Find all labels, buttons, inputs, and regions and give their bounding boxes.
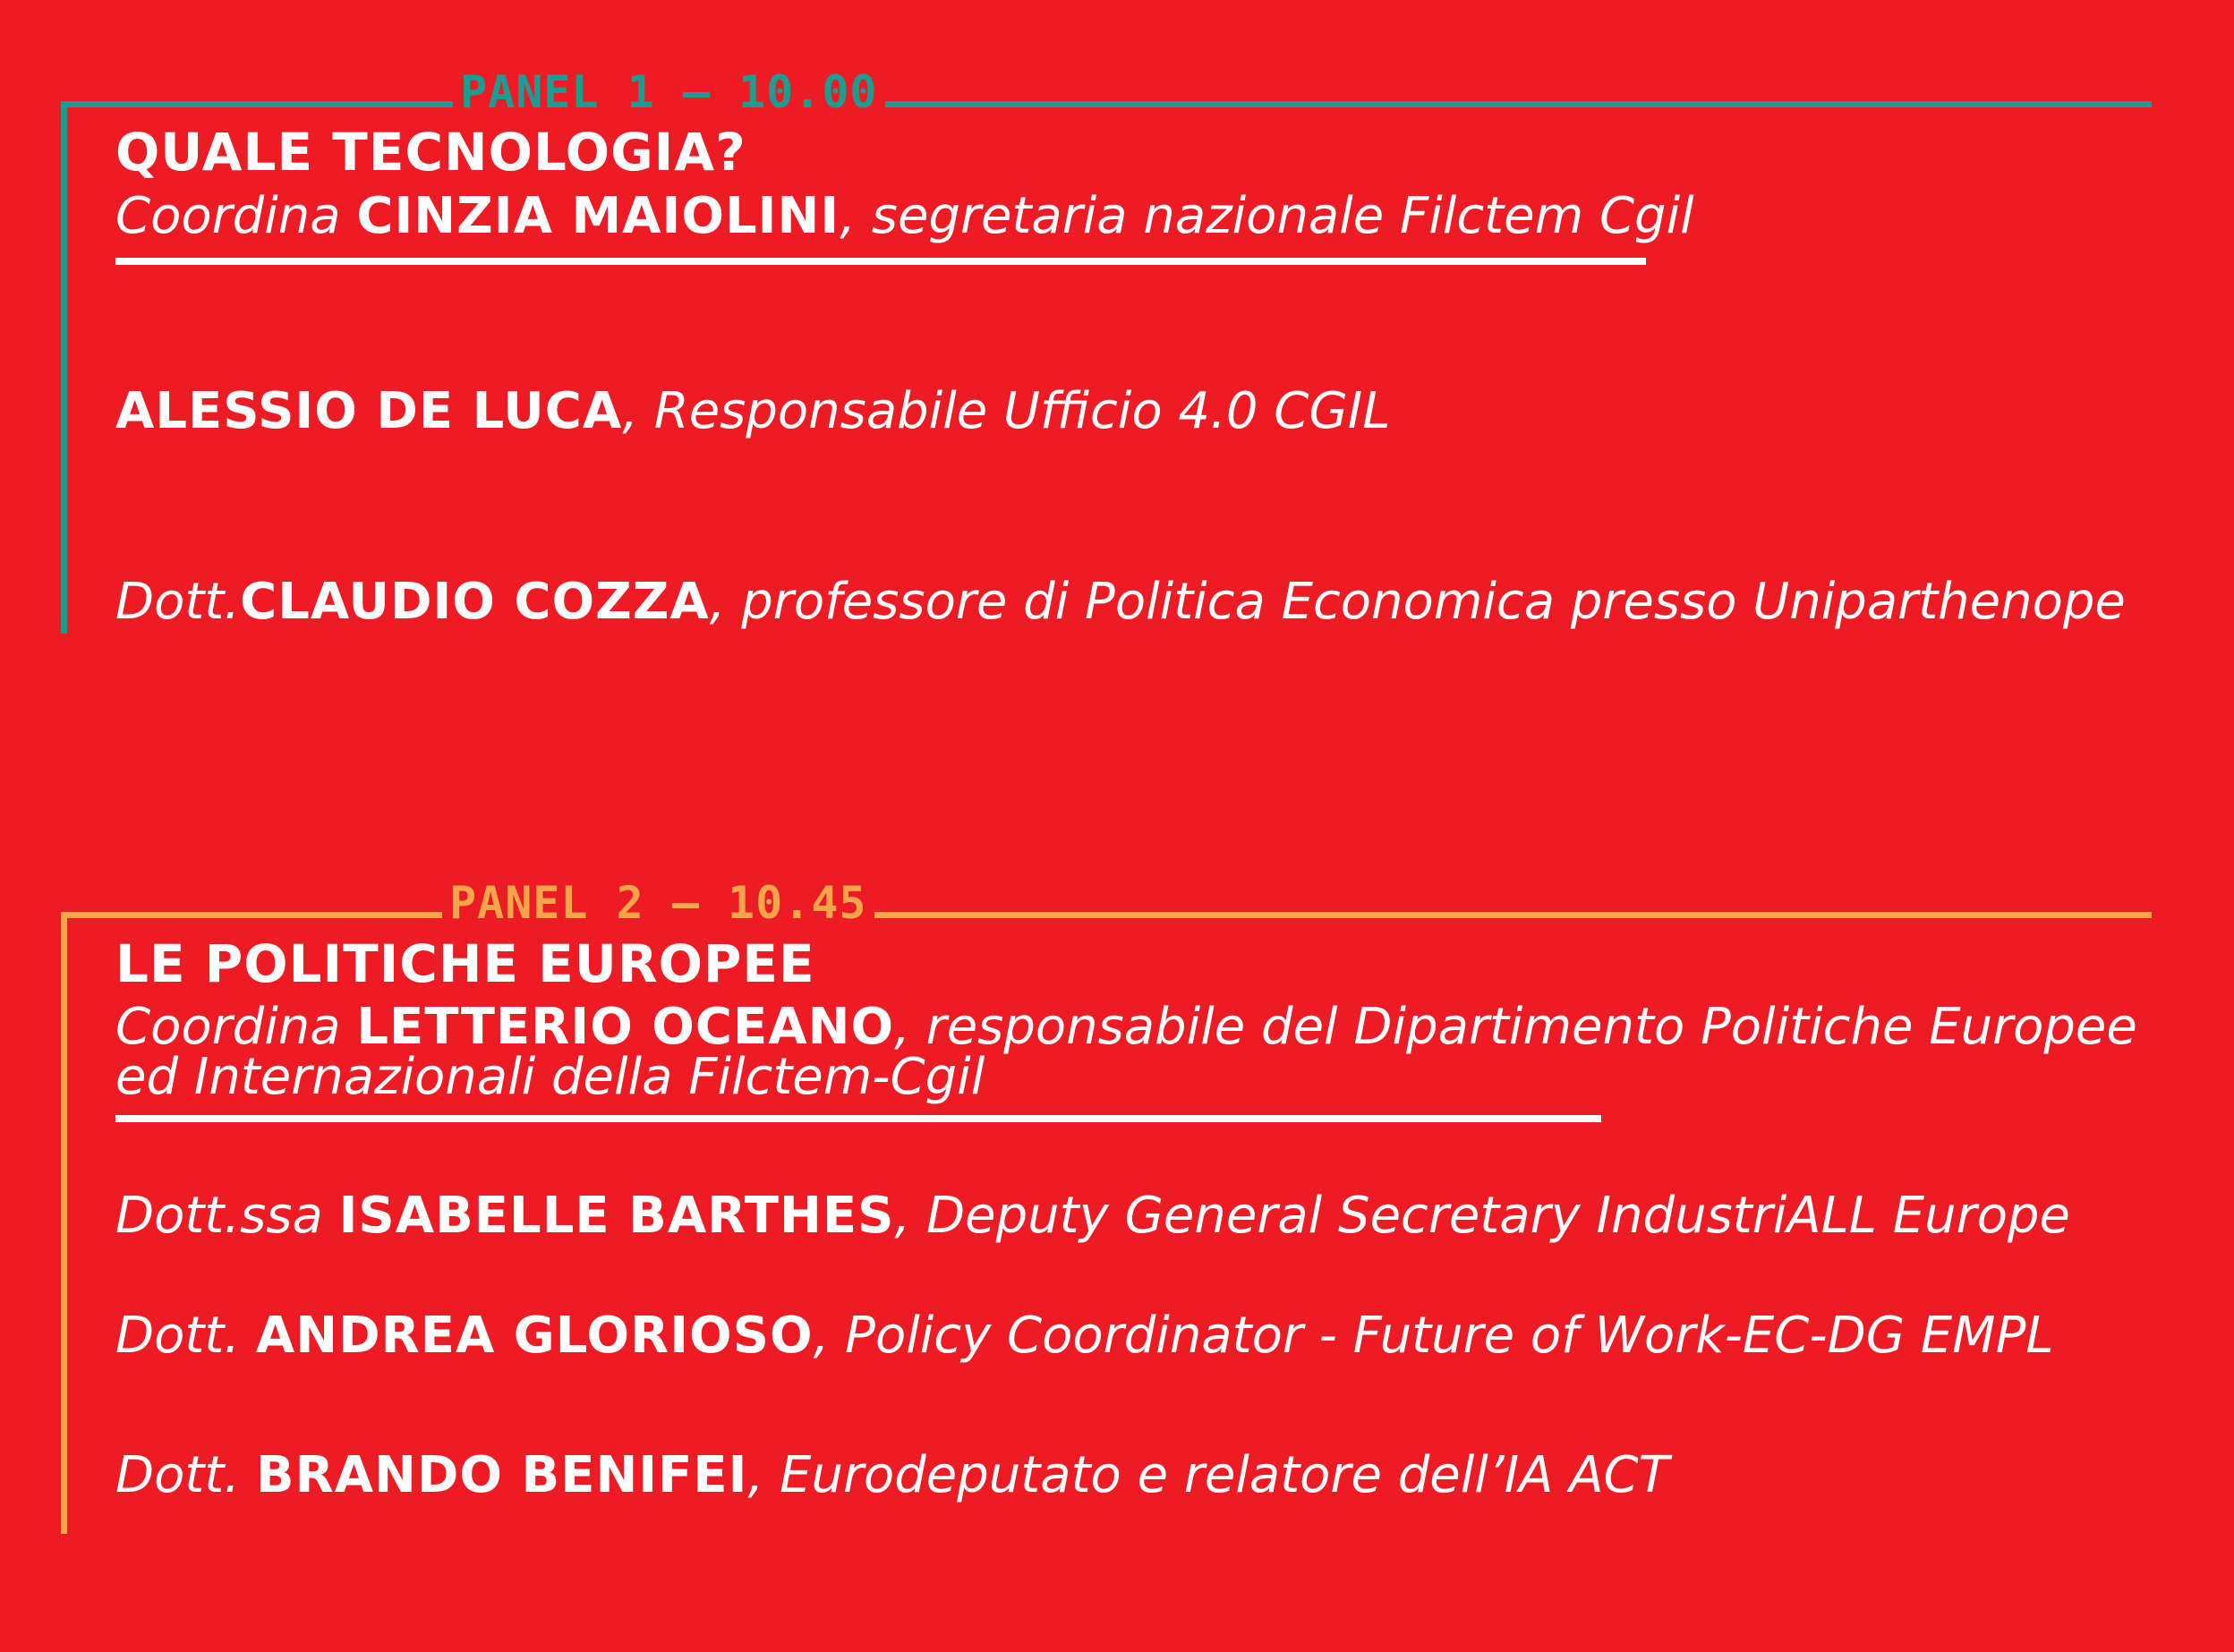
panel2-speaker-3: [115, 1447, 1669, 1504]
speaker-name: ISABELLE BARTHES: [338, 1187, 895, 1245]
panel2-coord-prefix: Coordina: [115, 998, 357, 1056]
panel2-underline: [115, 1115, 1601, 1122]
panel2-frame-top: [61, 912, 2152, 918]
speaker-role: , Responsabile Ufficio 4.0 CGIL: [622, 382, 1391, 440]
panel1-coord-role: , segretaria nazionale Filctem Cgil: [840, 187, 1694, 245]
panel1-label: PANEL 1 – 10.00: [453, 70, 885, 115]
panel1-title: QUALE TECNOLOGIA?: [115, 122, 746, 183]
panel2-speaker-2: [115, 1307, 2054, 1365]
panel2-frame-left: [61, 912, 67, 1534]
panel2-coord-name: LETTERIO OCEANO: [356, 998, 895, 1056]
panel1-speaker-2: [115, 574, 2126, 631]
speaker-role: , professore di Politica Economica presso Uniparthenope: [709, 573, 2126, 631]
panel2-speaker-1: [115, 1188, 2070, 1245]
panel1-coord-name: CINZIA MAIOLINI: [356, 187, 840, 245]
speaker-prefix: Dott.: [115, 1307, 256, 1365]
speaker-name: CLAUDIO COZZA: [240, 573, 710, 631]
panel1-frame-top: [61, 101, 2152, 107]
panel1-coordinator: [115, 188, 1694, 245]
panel2-title: LE POLITICHE EUROPEE: [115, 933, 815, 994]
panel1-coord-prefix: Coordina: [115, 187, 357, 245]
panel1-frame-left: [61, 101, 67, 634]
speaker-name: ANDREA GLORIOSO: [255, 1307, 814, 1365]
speaker-prefix: Dott.ssa: [115, 1187, 339, 1245]
speaker-name: ALESSIO DE LUCA: [115, 382, 623, 440]
panel2-label: PANEL 2 – 10.45: [442, 881, 874, 925]
speaker-role: , Deputy General Secretary IndustriALL Europe: [894, 1187, 2070, 1245]
panel1-speaker-1: [115, 383, 1391, 440]
speaker-name: BRANDO BENIFEI: [255, 1446, 748, 1504]
speaker-role: , Policy Coordinator - Future of Work-EC-DG EMPL: [813, 1307, 2054, 1365]
panel2-coord-role: , responsabile del Dipartimento Politiche Europee: [894, 998, 2137, 1056]
speaker-prefix: Dott.: [115, 573, 241, 631]
panel2-coordinator-line2: ed Internazionali della Filctem-Cgil: [115, 1048, 985, 1106]
panel1-underline: [115, 258, 1646, 265]
speaker-role: , Eurodeputato e relatore dell’IA ACT: [747, 1446, 1669, 1504]
speaker-prefix: Dott.: [115, 1446, 256, 1504]
